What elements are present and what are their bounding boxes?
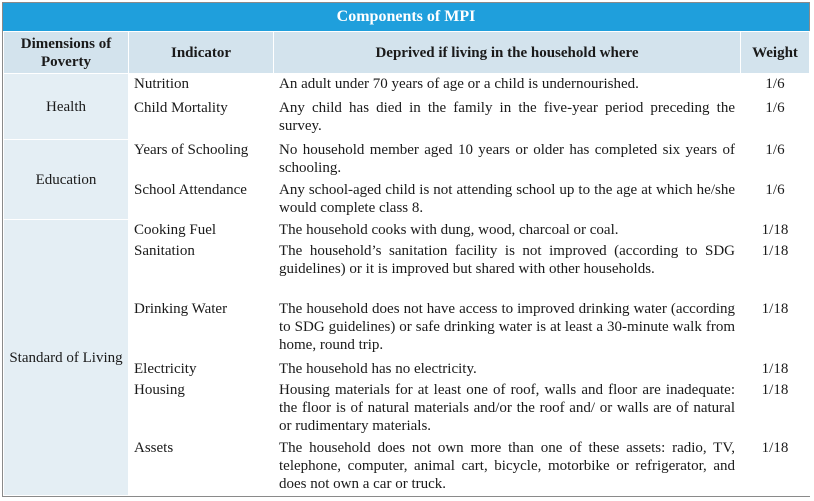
indicator-cell: Years of Schooling xyxy=(129,140,274,180)
description-cell: The household does not own more than one of these assets: radio, TV, telephone, computer, animal cart, bicycle, motorbike or refrigerator, and does not own a car or truck. xyxy=(274,438,741,496)
indicator-cell: Drinking Water xyxy=(129,299,274,359)
header-weight: Weight xyxy=(741,32,810,74)
table-title: Components of MPI xyxy=(3,3,809,31)
indicator-cell: Assets xyxy=(129,438,274,496)
weight-cell: 1/18 xyxy=(741,220,810,241)
description-cell: The household has no electricity. xyxy=(274,359,741,380)
indicator-cell: Sanitation xyxy=(129,241,274,299)
indicator-cell: Cooking Fuel xyxy=(129,220,274,241)
mpi-table xyxy=(3,31,810,496)
header-deprived: Deprived if living in the household where xyxy=(274,32,741,74)
weight-cell: 1/18 xyxy=(741,438,810,496)
weight-cell: 1/6 xyxy=(741,180,810,220)
dimension-health: Health xyxy=(4,74,129,140)
indicator-cell: School Attendance xyxy=(129,180,274,220)
weight-cell: 1/6 xyxy=(741,98,810,140)
indicator-cell: Housing xyxy=(129,380,274,438)
table-row xyxy=(4,140,810,180)
mpi-table-frame xyxy=(2,2,810,497)
description-cell: Any school-aged child is not attending school up to the age at which he/she would complete class 8. xyxy=(274,180,741,220)
table-row xyxy=(4,74,810,98)
description-cell: Any child has died in the family in the five-year period preceding the survey. xyxy=(274,98,741,140)
header-row xyxy=(4,32,810,74)
dimension-standard-of-living: Standard of Living xyxy=(4,220,129,496)
header-dimension: Dimensions of Poverty xyxy=(4,32,129,74)
description-cell: No household member aged 10 years or older has completed six years of schooling. xyxy=(274,140,741,180)
indicator-cell: Nutrition xyxy=(129,74,274,98)
weight-cell: 1/18 xyxy=(741,359,810,380)
indicator-cell: Electricity xyxy=(129,359,274,380)
weight-cell: 1/6 xyxy=(741,140,810,180)
weight-cell: 1/18 xyxy=(741,380,810,438)
description-cell: The household’s sanitation facility is not improved (according to SDG guidelines) or it is improved but shared with other households. xyxy=(274,241,741,299)
weight-cell: 1/18 xyxy=(741,241,810,299)
weight-cell: 1/18 xyxy=(741,299,810,359)
description-cell: The household cooks with dung, wood, charcoal or coal. xyxy=(274,220,741,241)
header-indicator: Indicator xyxy=(129,32,274,74)
table-row xyxy=(4,220,810,241)
indicator-cell: Child Mortality xyxy=(129,98,274,140)
description-cell: Housing materials for at least one of roof, walls and floor are inadequate: the floor is of natural materials and/or the roof and/ or walls are of natural or rudimentary materials. xyxy=(274,380,741,438)
dimension-education: Education xyxy=(4,140,129,220)
weight-cell: 1/6 xyxy=(741,74,810,98)
description-cell: An adult under 70 years of age or a child is undernourished. xyxy=(274,74,741,98)
description-cell: The household does not have access to improved drinking water (according to SDG guidelines) or safe drinking water is at least a 30-minute walk from home, round trip. xyxy=(274,299,741,359)
